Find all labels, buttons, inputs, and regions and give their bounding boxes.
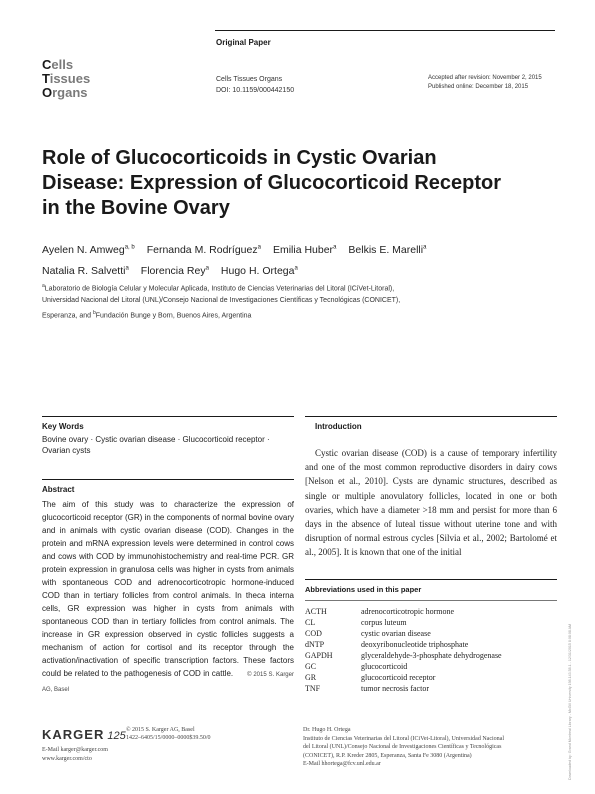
author-affiliation-mark: a, b: [124, 244, 135, 250]
journal-logo: Cells Tissues Organs: [42, 57, 91, 100]
abbreviation-term: CL: [305, 618, 316, 627]
abbreviation-definition: cystic ovarian disease: [361, 629, 431, 638]
author-affiliation-mark: a: [294, 265, 298, 272]
keywords-text: Bovine ovary · Cystic ovarian disease · Glucocorticoid receptor · Ovarian cysts: [42, 435, 270, 455]
publication-dates: [428, 74, 542, 92]
abstract-copyright: © 2015 S. Karger AG, Basel: [42, 672, 294, 693]
footer-issn: 1422–6405/15/0000–0000$39.50/0: [126, 735, 211, 741]
corr-line-3: (CONICET), R.P. Kreder 2805, Esperanza, Santa Fe 3080 (Argentina): [303, 752, 472, 759]
abbreviation-definition: glucocorticoid: [361, 662, 408, 671]
author-affiliation-mark: a: [333, 244, 337, 250]
author-affiliation-mark: a: [125, 265, 129, 272]
abbreviation-term: ACTH: [305, 607, 327, 616]
abbreviations-box: [305, 579, 557, 701]
author-name: Hugo H. Ortega$^a$: [220, 265, 298, 277]
download-watermark: [568, 623, 576, 780]
abbreviation-definition: glyceraldehyde-3-phosphate dehydrogenase: [361, 651, 502, 660]
doi[interactable]: DOI: 10.1159/000442150: [216, 87, 295, 94]
footer-copyright: © 2015 S. Karger AG, Basel: [126, 727, 195, 733]
affiliations: [42, 280, 562, 323]
author-list: [42, 238, 562, 281]
author-affiliation-mark: a: [423, 244, 427, 250]
abbreviation-term: GAPDH: [305, 651, 333, 660]
footer-web[interactable]: www.karger.com/cto: [42, 756, 92, 762]
journal-info: [216, 74, 294, 96]
affil-line-1: Laboratorio de Biología Celular y Molecular Aplicada, Instituto de Ciencias Veterinarias del Litoral (ICiVet-Litoral),: [44, 285, 395, 293]
abbreviation-term: dNTP: [305, 640, 325, 649]
author-name: Ayelen N. Amweg$^{a, b}$: [42, 243, 135, 256]
footer-contact: [42, 746, 108, 764]
author-name: Fernanda M. Rodríguez$^a$: [146, 243, 261, 256]
top-rule: [215, 30, 555, 31]
correspondence: [303, 726, 553, 769]
publisher-name: KARGER: [42, 727, 105, 742]
footer-email[interactable]: E-Mail karger@karger.com: [42, 747, 108, 753]
published-date: Published online: December 18, 2015: [428, 84, 529, 90]
journal-name: Cells Tissues Organs: [216, 76, 283, 83]
abbr-top-rule: [305, 579, 557, 580]
affil-line-3-post: Fundación Bunge y Born, Buenos Aires, Argentina: [95, 312, 252, 320]
intro-heading: Introduction: [315, 422, 362, 431]
abstract-text: [42, 498, 294, 697]
article-title: Role of Glucocorticoids in Cystic Ovarian Disease: Expression of Glucocorticoid Receptor in the Bovine Ovary: [42, 147, 502, 219]
abbreviation-definition: glucocorticoid receptor: [361, 673, 436, 682]
abbreviation-definition: corpus luteum: [361, 618, 407, 627]
keywords-rule: [42, 416, 294, 417]
abbreviation-term: COD: [305, 629, 322, 638]
author-name: Belkis E. Marelli$^a$: [348, 243, 427, 256]
abbreviation-definition: tumor necrosis factor: [361, 684, 429, 693]
abbreviation-definition: adrenocorticotropic hormone: [361, 607, 455, 616]
intro-text: Cystic ovarian disease (COD) is a cause of temporary infertility and one of the most common reproductive disorders in dairy cows [Nelson et al., 2010]. Cysts are dynamic structures, described as single or multiple anovulatory follicles, located in one or both ovaries, which have a diameter >18 mm and persist for more than 6 days in the absence of luteal tissue without uterine tone and with disruption of normal estrous cycles [Silvia et al., 2002; Bartolomé et al., 2005]. It is known that one of the initial: [305, 448, 557, 558]
intro-rule: [305, 416, 557, 417]
abstract-heading: Abstract: [42, 485, 75, 494]
abbreviations-heading: Abbreviations used in this paper: [305, 585, 422, 594]
abstract-rule: [42, 479, 294, 480]
abbreviation-term: GR: [305, 673, 317, 682]
anniversary-mark: 125: [107, 730, 126, 742]
corr-name: Dr. Hugo H. Ortega: [303, 727, 351, 733]
affil-sup-b: b: [92, 310, 96, 317]
corr-line-1: Instituto de Ciencias Veterinarias del Litoral (ICiVet-Litoral), Universidad Nacional: [303, 735, 504, 742]
abstract-body: The aim of this study was to characterize the expression of glucocorticoid receptor (GR) in the components of normal bovine ovary and in animals with cystic ovarian disease (COD). Changes in the protein and mRNA expression levels were determined in control cows and cows with COD by immunohistochemistry and real-time PCR. GR protein expression in granulosa cells was higher in cysts from animals with spontaneous COD and adrenocorticotropic hormone-induced COD than in tertiary follicles from control animals. In theca interna cells, GR expression was higher in cysts from animals with spontaneous COD than in tertiary follicles from control animals. The increase in GR expression observed in cystic follicles suggests a mechanism of action for cortisol and its receptor through the activation/inactivation of specific transcription factors. These factors could be related to the pathogenesis of COD in cattle.: [42, 500, 294, 678]
affil-line-2: Universidad Nacional del Litoral (UNL)/Consejo Nacional de Investigaciones Científicas y Tecnológicas (CONICET),: [42, 297, 401, 305]
author-name: Natalia R. Salvetti$^a$: [42, 265, 129, 277]
author-name: Florencia Rey$^a$: [140, 265, 209, 277]
karger-logo: [42, 727, 126, 742]
author-affiliation-mark: a: [257, 244, 261, 250]
article-category: Original Paper: [216, 38, 271, 47]
abbr-head-rule: [305, 600, 557, 601]
accepted-date: Accepted after revision: November 2, 2015: [428, 75, 542, 81]
corr-email[interactable]: E-Mail hhortega@fcv.unl.edu.ar: [303, 761, 381, 767]
download-note-text: Downloaded by: Grand Montreal Library - McGill University 198.143.58.1 - 12/31/2015 8:08:08 AM: [568, 623, 572, 780]
abbreviation-term: TNF: [305, 684, 321, 693]
author-affiliation-mark: a: [205, 265, 209, 272]
keywords-heading: Key Words: [42, 422, 84, 431]
affil-line-3-pre: Esperanza, and: [42, 312, 93, 320]
affil-sup-a: a: [42, 283, 45, 289]
footer-publisher-info: [126, 726, 211, 742]
abbreviation-definition: deoxyribonucleotide triphosphate: [361, 640, 469, 649]
author-name: Emilia Huber$^a$: [272, 243, 337, 256]
corr-line-2: del Litoral (UNL)/Consejo Nacional de Investigaciones Científicas y Tecnológicas: [303, 744, 502, 750]
abbreviation-term: GC: [305, 662, 317, 671]
